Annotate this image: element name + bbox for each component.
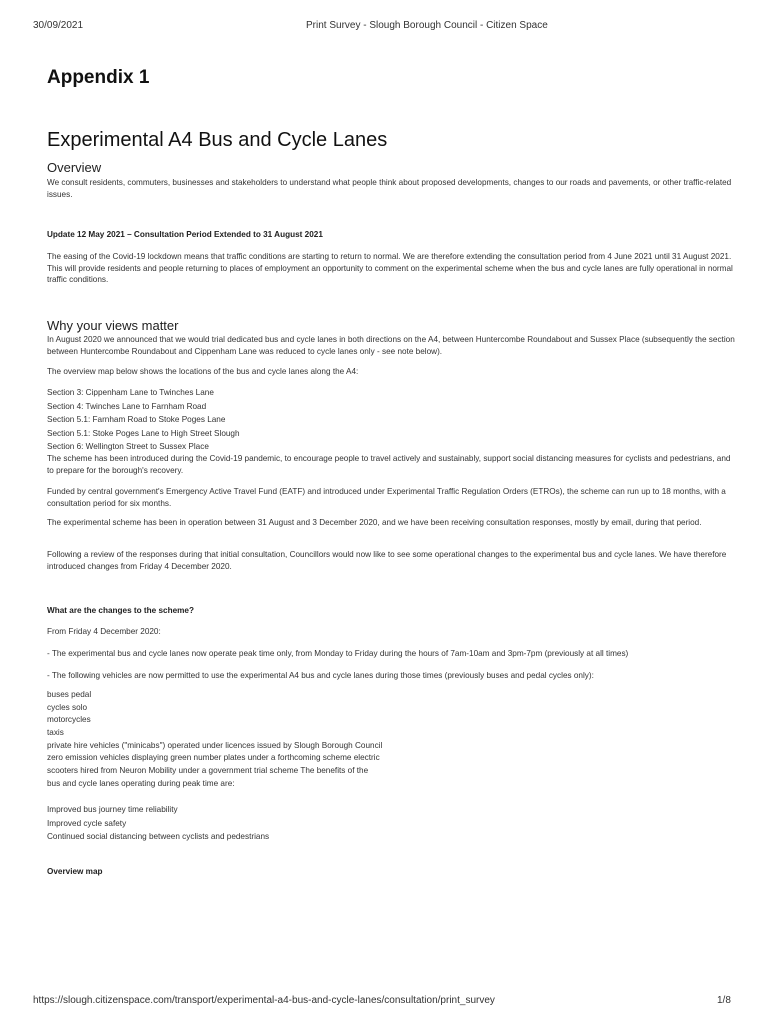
why-heading: Why your views matter	[47, 318, 179, 333]
section-item: Section 6: Wellington Street to Sussex Place	[47, 442, 209, 451]
vehicle-item: motorcycles	[47, 715, 91, 725]
changes-heading: What are the changes to the scheme?	[47, 606, 194, 615]
vehicle-item: bus and cycle lanes operating during peak time are:	[47, 778, 235, 788]
vehicle-item: taxis	[47, 728, 64, 738]
review-text: Following a review of the responses during that initial consultation, Councillors would now like to see some operational changes to the experimental bus and cycle lanes. We have therefore introduced changes from Friday 4 December 2020.	[47, 550, 727, 571]
operation-text: The experimental scheme has been in operation between 31 August and 3 December 2020, and we have been receiving consultation responses, mostly by email, during that period.	[47, 518, 702, 527]
vehicle-item: scooters hired from Neuron Mobility under a government trial scheme The benefits of the	[47, 766, 369, 776]
funding-text: Funded by central government's Emergency Active Travel Fund (EATF) and introduced under Experimental Traffic Regulation Orders (ETROs), the scheme can run up to 18 months, with a consultation period for six months.	[47, 487, 726, 508]
page-title: Experimental A4 Bus and Cycle Lanes	[47, 129, 388, 151]
benefit-item: Continued social distancing between cyclists and pedestrians	[47, 832, 270, 841]
section-item: Section 5.1: Farnham Road to Stoke Poges Lane	[47, 415, 226, 424]
vehicles-list	[47, 689, 382, 791]
vehicle-item: private hire vehicles ("minicabs") operated under licences issued by Slough Borough Council	[47, 740, 383, 750]
overview-text: We consult residents, commuters, businesses and stakeholders to understand what people think about proposed developments, changes to our roads and pavements, or other traffic-related issues.	[47, 178, 732, 199]
why-intro: In August 2020 we announced that we would trial dedicated bus and cycle lanes in both directions on the A4, between Huntercombe Roundabout and Sussex Place (subsequently the section between Huntercombe Roundabout and Cippenham Lane was reduced to cycle lanes only - see note below).	[47, 335, 735, 356]
map-intro-text: The overview map below shows the locations of the bus and cycle lanes along the A4:	[47, 367, 359, 376]
benefit-item: Improved bus journey time reliability	[47, 805, 178, 814]
print-header-title: Print Survey - Slough Borough Council - Citizen Space	[306, 20, 548, 31]
update-heading: Update 12 May 2021 – Consultation Period Extended to 31 August 2021	[47, 230, 323, 239]
vehicle-item: zero emission vehicles displaying green number plates under a forthcoming scheme electric	[47, 753, 380, 763]
overview-heading: Overview	[47, 160, 102, 175]
section-item: Section 5.1: Stoke Poges Lane to High Street Slough	[47, 428, 240, 438]
changes-from: From Friday 4 December 2020:	[47, 627, 161, 636]
sections-list	[47, 386, 240, 454]
vehicle-item: buses pedal	[47, 690, 92, 699]
page-number: 1/8	[717, 995, 731, 1006]
print-date: 30/09/2021	[33, 20, 84, 31]
appendix-heading: Appendix 1	[47, 67, 150, 88]
scheme-intro-text: The scheme has been introduced during the Covid-19 pandemic, to encourage people to travel actively and sustainably, support social distancing measures for cyclists and pedestrians, and to prepare for the borough's recovery.	[47, 454, 731, 475]
footer-url: https://slough.citizenspace.com/transport/experimental-a4-bus-and-cycle-lanes/consultation/print_survey	[33, 995, 495, 1006]
benefit-item: Improved cycle safety	[47, 818, 127, 828]
overview-map-heading: Overview map	[47, 867, 103, 876]
benefits-list	[47, 803, 269, 844]
changes-bullet-vehicles: - The following vehicles are now permitted to use the experimental A4 bus and cycle lanes during those times (previously buses and pedal cycles only):	[47, 671, 594, 680]
section-item: Section 3: Cippenham Lane to Twinches Lane	[47, 388, 214, 397]
section-item: Section 4: Twinches Lane to Farnham Road	[47, 401, 207, 411]
update-text: The easing of the Covid-19 lockdown means that traffic conditions are starting to return to normal. We are therefore extending the consultation period from 4 June 2021 until 31 August 2021. This will provide residents and people returning to places of employment an opportunity to comment on the experimental scheme when the bus and cycle lanes are fully operational in normal traffic conditions.	[47, 252, 733, 284]
changes-bullet-peak: - The experimental bus and cycle lanes now operate peak time only, from Monday to Friday during the hours of 7am-10am and 3pm-7pm (previously at all times)	[47, 649, 629, 658]
vehicle-item: cycles solo	[47, 702, 88, 712]
